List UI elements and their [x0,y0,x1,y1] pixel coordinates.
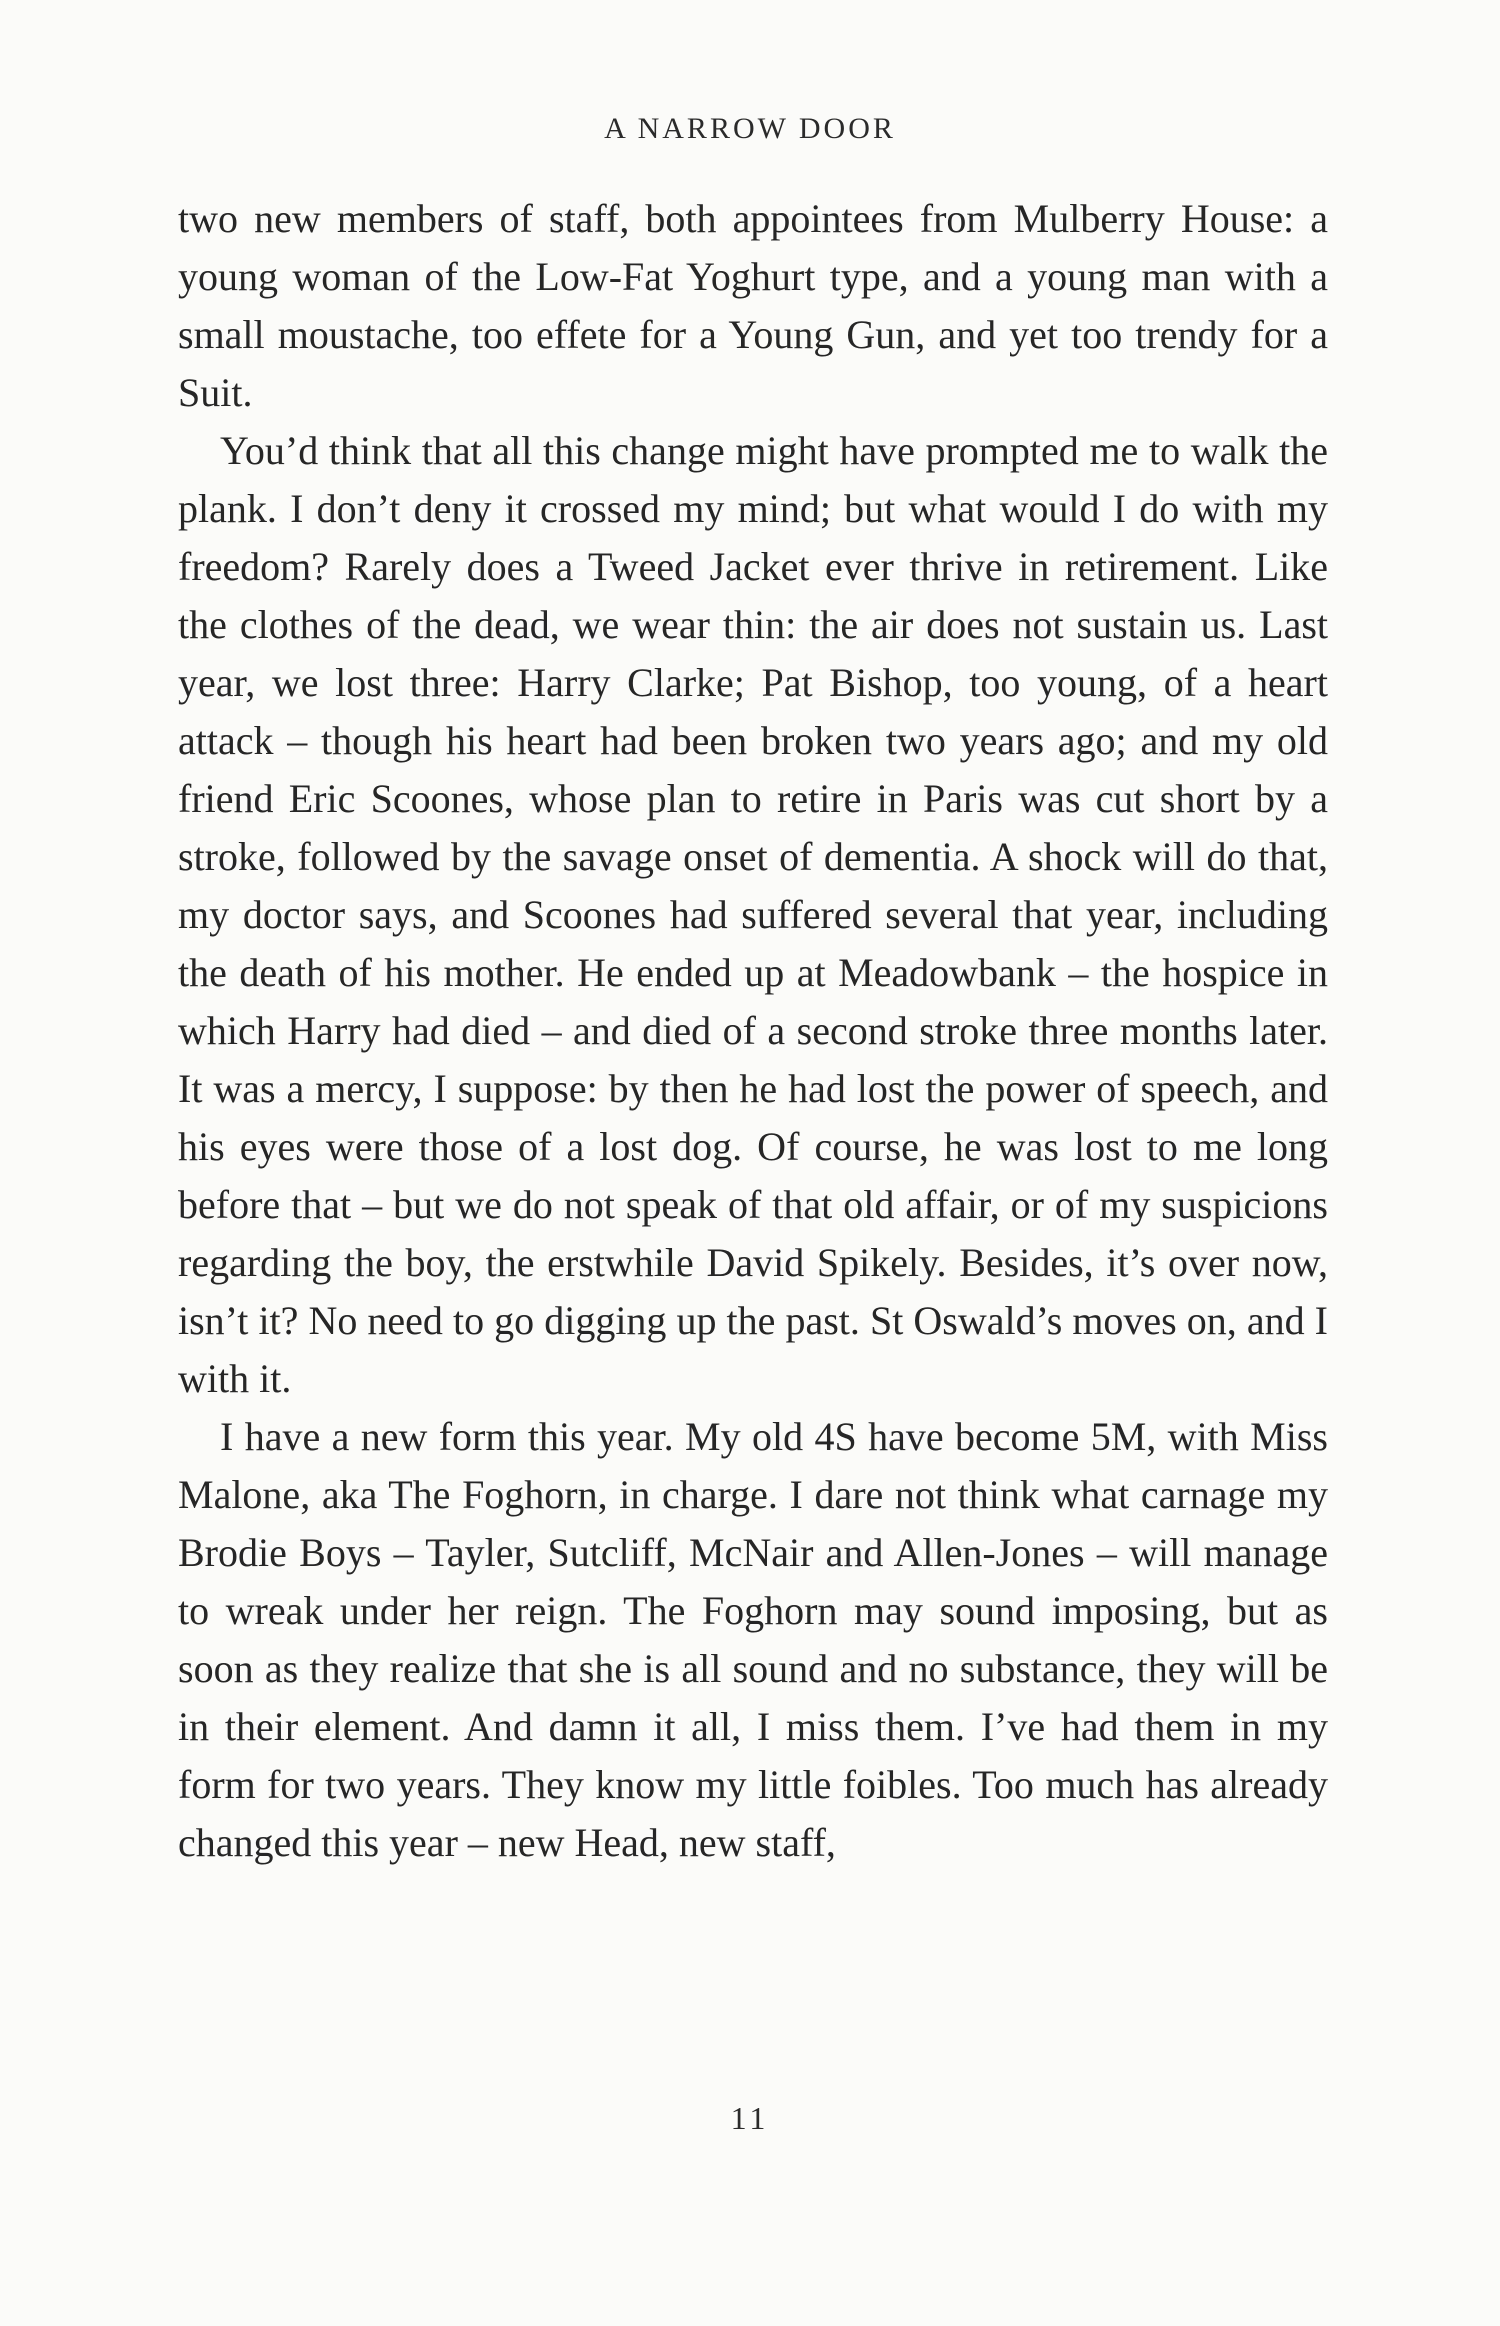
paragraph-walk-the-plank: You’d think that all this change might have prompted me to walk the plank. I don’t deny it crossed my mind; but what would I do with my freedom? Rarely does a Tweed Jacket ever thrive in retirement. Like the clothes of the dead, we wear thin: the air does not sustain us. Last year, we lost three: Harry Clarke; Pat Bishop, too young, of a heart attack – though his heart had been broken two years ago; and my old friend Eric Scoones, whose plan to retire in Paris was cut short by a stroke, followed by the savage onset of dementia. A shock will do that, my doctor says, and Scoones had suffered several that year, including the death of his mother. He ended up at Meadowbank – the hospice in which Harry had died – and died of a second stroke three months later. It was a mercy, I suppose: by then he had lost the power of speech, and his eyes were those of a lost dog. Of course, he was lost to me long before that – but we do not speak of that old affair, or of my suspicions regarding the boy, the erstwhile David Spikely. Besides, it’s over now, isn’t it? No need to go digging up the past. St Oswald’s moves on, and I with it. [178,428,1328,1401]
running-head: A NARROW DOOR [604,112,896,145]
page-number: 11 [730,2100,770,2136]
paragraph-new-form: I have a new form this year. My old 4S have become 5M, with Miss Malone, aka The Foghorn, in charge. I dare not think what carnage my Brodie Boys – Tayler, Sutcliff, McNair and Allen-Jones – will manage to wreak under her reign. The Foghorn may sound imposing, but as soon as they realize that she is all sound and no substance, they will be in their element. And damn it all, I miss them. I’ve had them in my form for two years. They know my little foibles. Too much has already changed this year – new Head, new staff, [178,1414,1328,1865]
body-text [178,190,1328,1872]
paragraph-continuation: two new members of staff, both appointees from Mulberry House: a young woman of the Low-Fat Yoghurt type, and a young man with a small moustache, too effete for a Young Gun, and yet too trendy for a Suit. [178,196,1328,415]
